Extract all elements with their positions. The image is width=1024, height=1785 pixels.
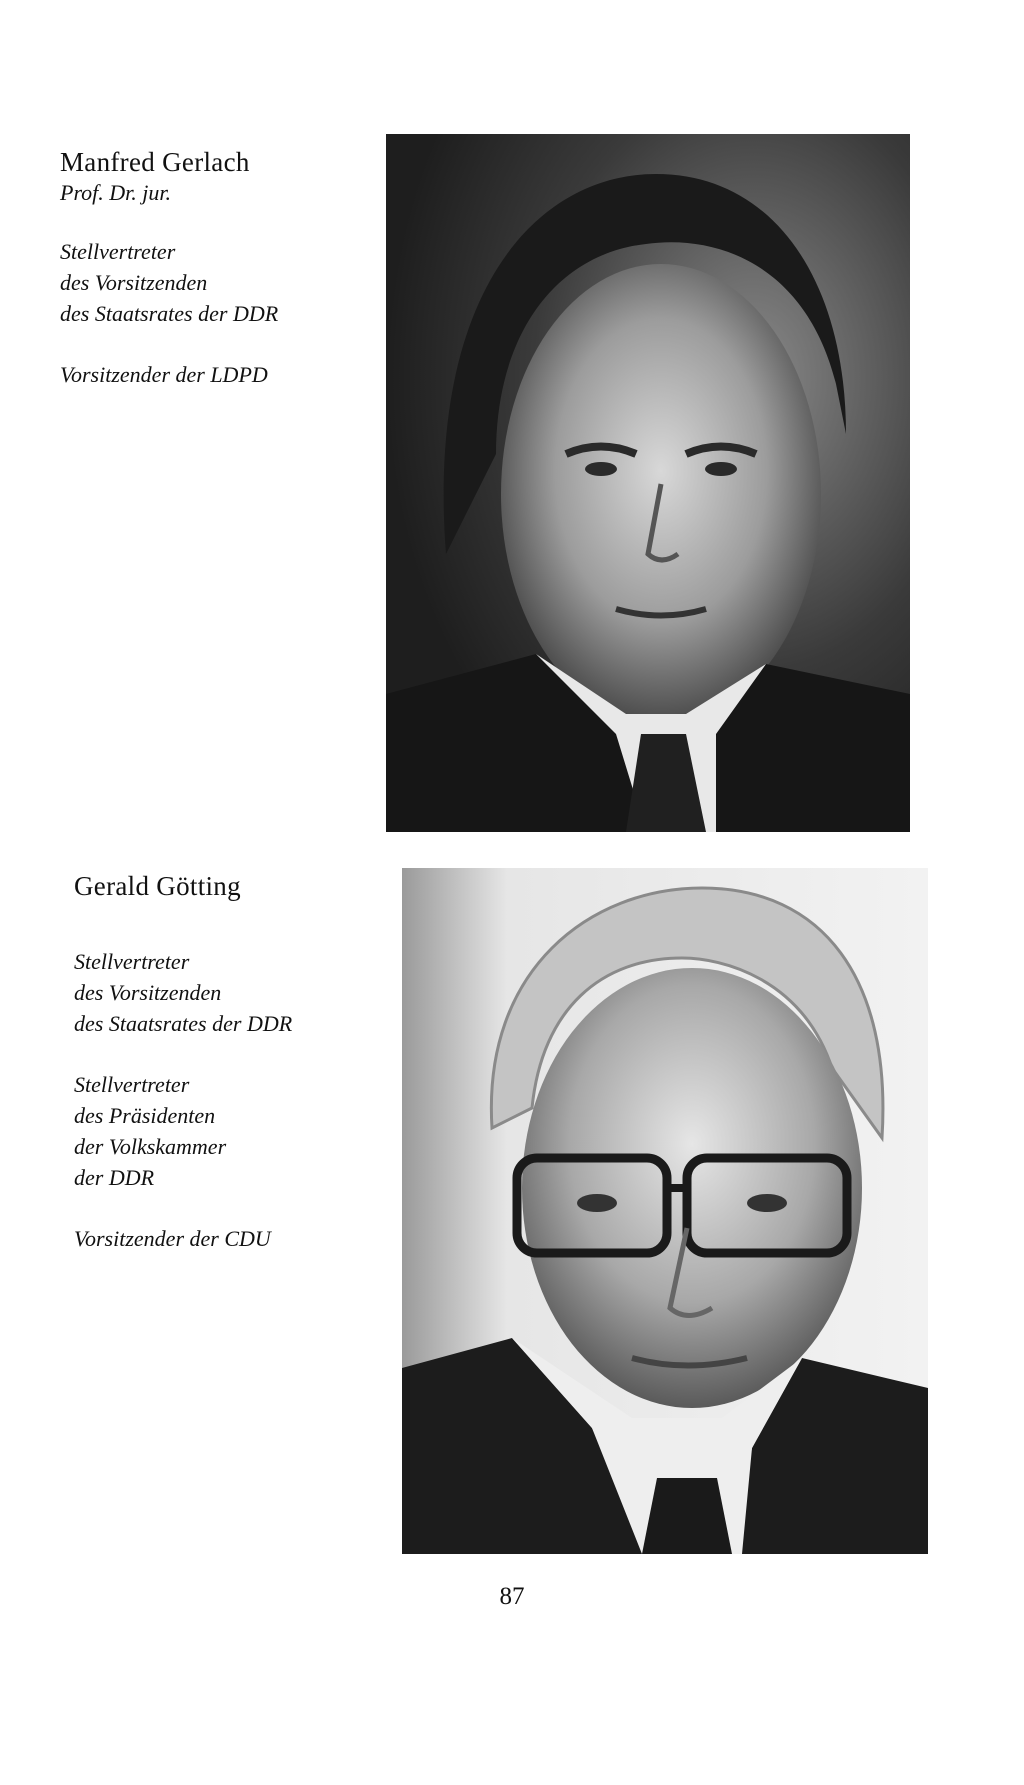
role-line: Stellvertreter — [74, 949, 190, 974]
role-line: des Staatsrates der DDR — [74, 1011, 293, 1036]
role-block — [60, 359, 380, 390]
page-number: 87 — [499, 1583, 525, 1610]
role-line: Vorsitzender der LDPD — [60, 362, 268, 387]
role-line: der Volkskammer — [74, 1134, 227, 1159]
role-block — [74, 1069, 394, 1193]
role-block — [74, 1223, 394, 1254]
person-name: Manfred Gerlach — [60, 147, 250, 177]
role-block — [60, 236, 380, 329]
role-block — [74, 946, 394, 1039]
role-line: Vorsitzender der CDU — [74, 1226, 271, 1251]
role-line: der DDR — [74, 1165, 155, 1190]
role-line: Stellvertreter — [60, 239, 176, 264]
role-line: des Präsidenten — [74, 1103, 216, 1128]
academic-title: Prof. Dr. jur. — [60, 180, 172, 205]
portrait-image — [386, 134, 910, 832]
role-line: des Vorsitzenden — [74, 980, 222, 1005]
person-entry-gerlach — [60, 146, 380, 390]
portrait-image — [402, 868, 928, 1554]
person-name: Gerald Götting — [74, 871, 241, 901]
portrait-photo-gerlach — [386, 134, 910, 832]
portrait-photo-goetting — [402, 868, 928, 1554]
person-entry-goetting — [74, 870, 394, 1254]
role-line: des Vorsitzenden — [60, 270, 208, 295]
role-line: des Staatsrates der DDR — [60, 301, 279, 326]
role-line: Stellvertreter — [74, 1072, 190, 1097]
